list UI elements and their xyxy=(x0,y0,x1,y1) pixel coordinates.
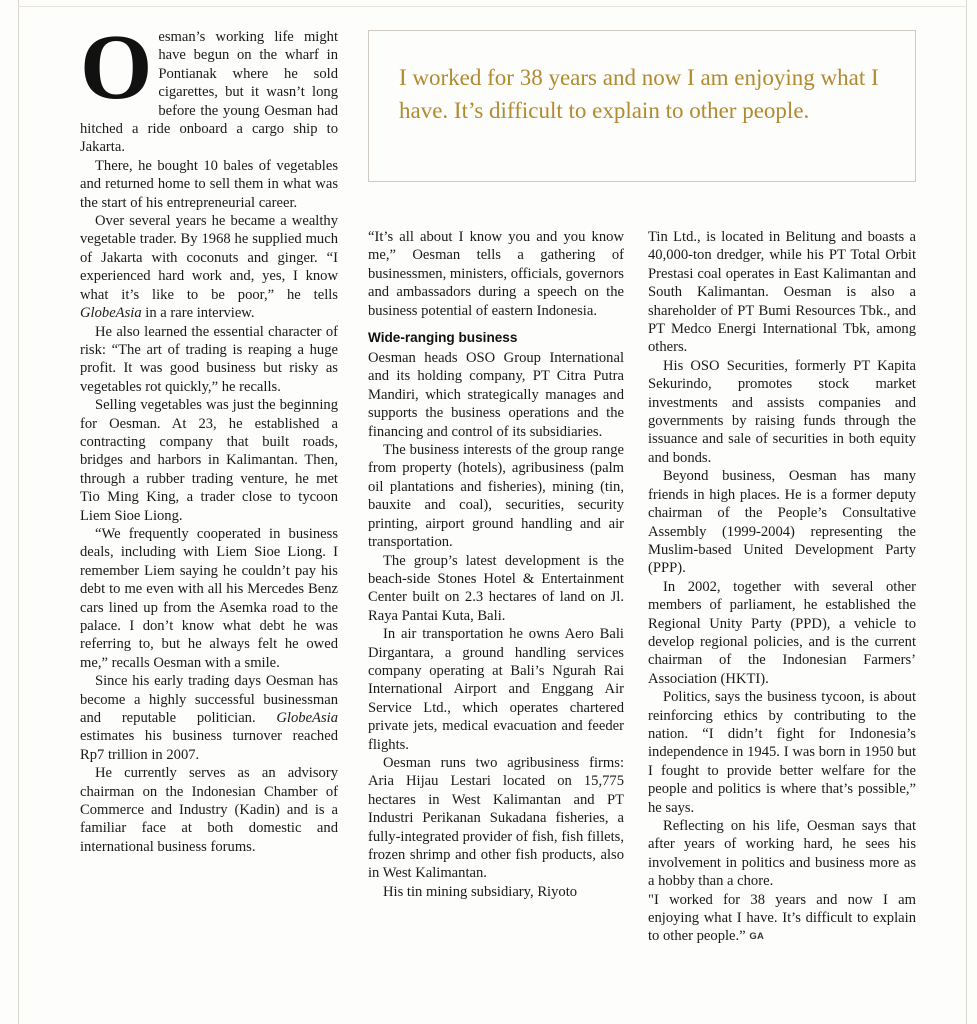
paragraph: In 2002, together with several other members of parliament, he established the Regional Unity Party (PPD), a vehicle to develop regional policies, and is the current chairman of the Indonesian Farmers’ Association (HKTI). xyxy=(648,578,916,687)
page-top-rule xyxy=(18,6,967,7)
paragraph: In air transportation he owns Aero Bali Dirgantara, a ground handling services company operating at Bali’s Ngurah Rai International Airport and Enggang Air Service Ltd., which operates chartered private jets, medical evacuation and feeder flights. xyxy=(368,626,624,753)
paragraph: Oesman heads OSO Group International and its holding company, PT Citra Putra Mandiri, which strategically manages and supports the business operations and the financing and control of its subsidiaries. xyxy=(368,350,624,440)
paragraph: Selling vegetables was just the beginning for Oesman. At 23, he established a contracting company that built roads, bridges and harbors in Kalimantan. Then, through a rubber trading venture, he met Tio Ming King, a trader close to tycoon Liem Sioe Liong. xyxy=(80,397,338,524)
paragraph: Tin Ltd., is located in Belitung and boasts a 40,000-ton dredger, while his PT Total Orbit Prestasi coal operates in East Kalimantan and South Kalimantan. Oesman is also a shareholder of PT Bumi Resources Tbk., and PT Medco Energi International Tbk, among others. xyxy=(648,229,916,356)
paragraph: His tin mining subsidiary, Riyoto xyxy=(383,883,578,900)
pull-quote-box xyxy=(368,30,916,182)
italic-term: GlobeAsia xyxy=(80,305,142,322)
paragraph: The group’s latest development is the beach-side Stones Hotel & Entertainment Center built on 2.3 hectares of land on Jl. Raya Pantai Kuta, Bali. xyxy=(368,552,624,624)
closing-paragraph xyxy=(648,891,916,947)
paragraph: “It’s all about I know you and you know me,” Oesman tells a gathering of businessmen, ministers, officials, governors and ambassadors during a speech on the business potential of eastern Indonesia. xyxy=(368,229,624,319)
column-two xyxy=(368,228,624,901)
paragraph: “We frequently cooperated in business deals, including with Liem Sioe Liong. I remember Liem saying he couldn’t pay his debt to me even with all his Mercedes Benz cars lined up from the Asemka road to the palace. I don’t know what debt he was referring to, but he always felt he owed me,” recalls Oesman with a smile. xyxy=(80,525,338,671)
paragraph: Over several years he became a wealthy vegetable trader. By 1968 he supplied much of Jakarta with coconuts and ginger. “I experienced hard work and, yes, I know what it’s like to be poor,” he tells GlobeAsia in a rare interview. xyxy=(80,213,338,322)
paragraph: He also learned the essential character of risk: “The art of trading is reaping a huge profit. It was good business but risky as vegetables rot quickly,” he recalls. xyxy=(80,323,338,395)
paragraph: Beyond business, Oesman has many friends in high places. He is a former deputy chairman of the People’s Consultative Assembly (1999-2004) representing the Muslim-based United Development Party (PPP). xyxy=(648,468,916,577)
end-mark: GA xyxy=(749,931,765,943)
paragraph: There, he bought 10 bales of vegetables and returned home to sell them in what was the start of his entrepreneurial career. xyxy=(80,157,338,211)
paragraph: Reflecting on his life, Oesman says that after years of working hard, he sees his involvement in politics and business more as a hobby than a chore. xyxy=(648,818,916,890)
page-left-rule xyxy=(18,0,19,1024)
page-right-rule xyxy=(966,0,967,1024)
paragraph: His OSO Securities, formerly PT Kapita Sekurindo, promotes stock market investments and assists companies and governments by raising funds through the issuance and sale of securities in both equity and bonds. xyxy=(648,357,916,466)
paragraph: He currently serves as an advisory chairman on the Indonesian Chamber of Commerce and Industry (Kadin) and is a familiar face at both domestic and international business forums. xyxy=(80,765,338,855)
italic-term: GlobeAsia xyxy=(276,710,338,727)
paragraph: Oesman runs two agribusiness firms: Aria Hijau Lestari located on 15,775 hectares in West Kalimantan and PT Industri Perikanan Sukadana fisheries, a fully-integrated provider of fish, fish fillets, frozen shrimp and other fish products, also in West Kalimantan. xyxy=(368,754,624,882)
article-columns xyxy=(80,16,916,1010)
closing-paragraph-text: "I worked for 38 years and now I am enjoying what I have. It’s difficult to explain to other people.” xyxy=(648,891,916,945)
column-one xyxy=(80,16,338,856)
paragraph: Since his early trading days Oesman has become a highly successful businessman and reputable politician. GlobeAsia estimates his business turnover reached Rp7 trillion in 2007. xyxy=(80,673,338,763)
drop-cap: O xyxy=(80,16,153,119)
paragraph xyxy=(80,16,338,157)
paragraph-text: esman’s working life might have begun on the wharf in Pontianak where he sold cigarettes, but it wasn’t long before the young Oesman had hitched a ride onboard a cargo ship to Jakarta. xyxy=(80,29,338,156)
pull-quote-text: I worked for 38 years and now I am enjoying what I have. It’s difficult to explain to other people. xyxy=(399,65,879,123)
paragraph: Politics, says the business tycoon, is about reinforcing ethics by contributing to the nation. “I didn’t fight for Indonesia’s independence in 1945. I was born in 1950 but I fought to provide better welfare for the people and politics is where that’s possible,” he says. xyxy=(648,689,916,816)
paragraph: The business interests of the group range from property (hotels), agribusiness (palm oil plantations and fisheries), mining (tin, bauxite and coal), securities, security printing, airport ground handling and air transportation. xyxy=(368,442,624,551)
section-subheading: Wide-ranging business xyxy=(368,330,518,346)
column-three xyxy=(648,228,916,947)
